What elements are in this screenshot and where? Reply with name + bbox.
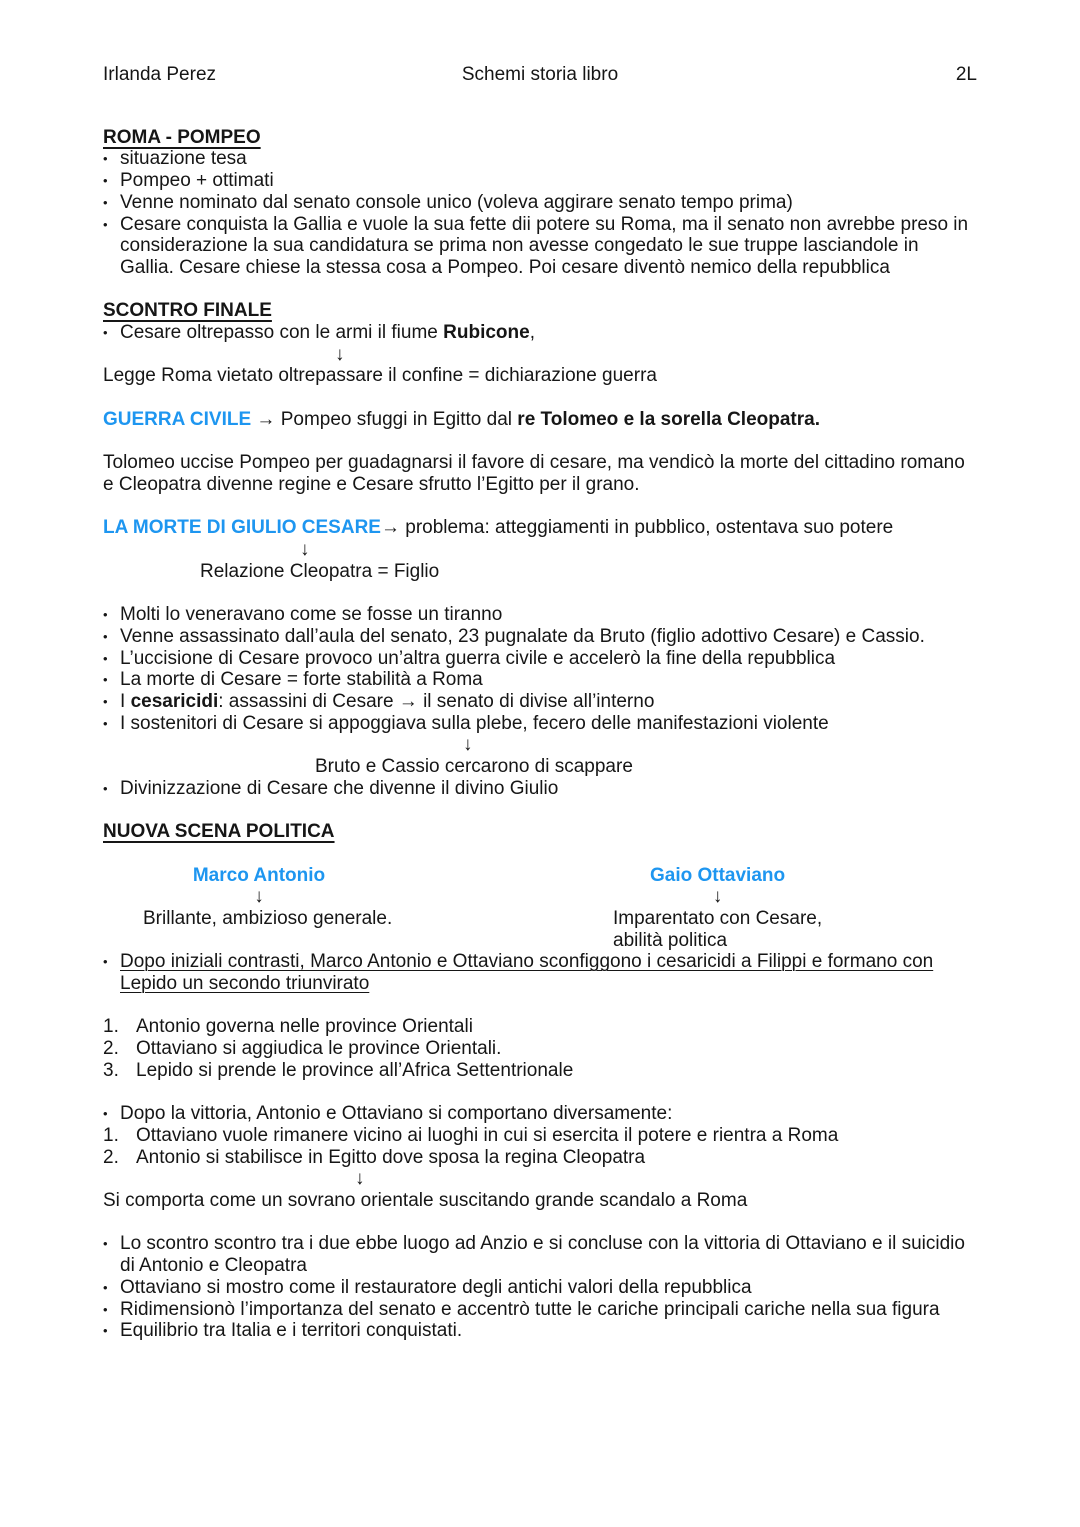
bullet-item xyxy=(103,669,977,691)
bullet-dot-icon: • xyxy=(103,607,108,623)
column-line: Imparentato con Cesare, xyxy=(613,907,823,929)
bullet-dot-icon: • xyxy=(103,173,108,189)
bullet-text xyxy=(120,1233,977,1276)
text-run: Tolomeo uccise Pompeo per guadagnarsi il favore di cesare, ma vendicò la morte del cittadino romano e Cleopatra divenne regine e Cesare sfrutto l’Egitto per il grano. xyxy=(103,452,965,495)
blank-line xyxy=(103,1212,977,1234)
bullet-item xyxy=(103,148,977,170)
bullet-text xyxy=(120,1299,977,1321)
bullet-dot-icon: • xyxy=(103,1301,108,1317)
column xyxy=(143,864,393,930)
text-run: cesaricidi xyxy=(130,690,219,712)
doc-title: Schemi storia libro xyxy=(461,64,619,85)
bullet-item xyxy=(103,778,977,800)
bullet-item xyxy=(103,1103,977,1125)
bullet-item xyxy=(103,604,977,626)
text-run: La morte di Cesare = forte stabilità a Roma xyxy=(120,669,483,691)
numbered-list xyxy=(103,1016,977,1081)
paragraph xyxy=(103,452,977,495)
bullet-item xyxy=(103,691,977,713)
bullet-dot-icon: • xyxy=(103,693,108,709)
columns-row xyxy=(103,865,977,952)
bullet-text xyxy=(120,648,977,670)
bullet-text xyxy=(120,669,977,691)
page-header xyxy=(103,64,977,86)
section-heading: SCONTRO FINALE xyxy=(103,300,272,322)
bullet-text xyxy=(120,322,977,344)
blank-line xyxy=(103,496,977,518)
text-run: Legge Roma vietato oltrepassare il confine = dichiarazione guerra xyxy=(103,365,657,387)
bullet-dot-icon: • xyxy=(103,780,108,796)
numbered-item xyxy=(103,1147,977,1169)
down-arrow-icon: ↓ xyxy=(355,1168,365,1190)
bullet-item xyxy=(103,951,977,994)
bullet-dot-icon: • xyxy=(103,1106,108,1122)
paragraph xyxy=(103,517,977,539)
bullet-item xyxy=(103,214,977,279)
numbered-item xyxy=(103,1038,977,1060)
text-run: Dopo la vittoria, Antonio e Ottaviano si comportano diversamente: xyxy=(120,1103,673,1125)
bullet-dot-icon: • xyxy=(103,954,108,970)
down-arrow-icon: ↓ xyxy=(712,886,723,908)
paragraph xyxy=(103,561,977,583)
bullet-item xyxy=(103,1320,977,1342)
item-number: 1. xyxy=(103,1124,119,1146)
item-number: 2. xyxy=(103,1146,119,1168)
item-text: Antonio si stabilisce in Egitto dove sposa la regina Cleopatra xyxy=(136,1146,646,1168)
paragraph xyxy=(103,409,977,431)
column-line: Brillante, ambizioso generale. xyxy=(143,907,393,929)
blank-line xyxy=(103,1082,977,1104)
item-text: Antonio governa nelle province Orientali xyxy=(136,1016,473,1038)
text-run: Cesare conquista la Gallia e vuole la sua fette dii potere su Roma, ma il senato non avrebbe preso in considerazione la sua candidatura se prima non avesse congedato le sue truppe lasciandole in Gallia. Cesare chiese la stessa cosa a Pompeo. Poi cesare diventò nemico della repubblica xyxy=(120,213,969,278)
page-number: 2L xyxy=(955,64,977,85)
bullet-dot-icon: • xyxy=(103,325,108,341)
accent-text-run: GUERRA CIVILE xyxy=(103,408,252,430)
item-number: 2. xyxy=(103,1038,119,1060)
item-number: 3. xyxy=(103,1059,119,1081)
bullet-text xyxy=(120,148,977,170)
text-run: I xyxy=(120,690,131,712)
text-run: Relazione Cleopatra = Figlio xyxy=(200,560,440,582)
text-run: I sostenitori di Cesare si appoggiava sulla plebe, fecero delle manifestazioni violente xyxy=(120,712,829,734)
text-run: Ridimensionò l’importanza del senato e accentrò tutte le cariche principali cariche nella sua figura xyxy=(120,1298,940,1320)
bullet-dot-icon: • xyxy=(103,1236,108,1252)
text-run: Dopo iniziali contrasti, Marco Antonio e Ottaviano sconfiggono i cesaricidi a Filippi e formano con Lepido un secondo triunvirato xyxy=(120,951,934,995)
column-line: abilità politica xyxy=(613,929,728,951)
item-text: Ottaviano vuole rimanere vicino ai luoghi in cui si esercita il potere e rientra a Roma xyxy=(136,1124,839,1146)
blank-line xyxy=(103,431,977,453)
bullet-dot-icon: • xyxy=(103,1323,108,1339)
numbered-item xyxy=(103,1016,977,1038)
item-text: Ottaviano si aggiudica le province Orientali. xyxy=(136,1038,502,1060)
text-run: Lo scontro scontro tra i due ebbe luogo ad Anzio e si concluse con la vittoria di Ottaviano e il suicidio di Antonio e Cleopatra xyxy=(120,1233,965,1277)
bullet-item xyxy=(103,713,977,735)
bullet-item xyxy=(103,1233,977,1276)
item-number: 1. xyxy=(103,1016,119,1038)
text-run: Equilibrio tra Italia e i territori conquistati. xyxy=(120,1320,463,1342)
bullet-text xyxy=(120,691,977,713)
text-run: situazione tesa xyxy=(120,148,247,170)
text-run: Bruto e Cassio cercarono di scappare xyxy=(315,756,633,778)
bullet-text xyxy=(120,1320,977,1342)
bullet-item xyxy=(103,170,977,192)
text-run: Venne assassinato dall’aula del senato, 23 pugnalate da Bruto (figlio adottivo Cesare) e Cassio. xyxy=(120,625,925,647)
text-run: L’uccisione di Cesare provoco un’altra guerra civile e accelerò la fine della repubblica xyxy=(120,647,836,669)
numbered-item xyxy=(103,1060,977,1082)
blank-line xyxy=(103,995,977,1017)
down-arrow-icon: ↓ xyxy=(300,539,310,560)
bullet-text xyxy=(120,713,977,735)
bullet-dot-icon: • xyxy=(103,650,108,666)
text-run: , xyxy=(529,322,535,344)
bullet-dot-icon: • xyxy=(103,715,108,731)
author-name: Irlanda Perez xyxy=(103,64,217,85)
numbered-list xyxy=(103,1125,977,1168)
section-heading: ROMA - POMPEO xyxy=(103,126,261,148)
bullet-item xyxy=(103,1277,977,1299)
accent-text-run: LA MORTE DI GIULIO CESARE xyxy=(103,517,381,539)
bullet-text xyxy=(120,214,977,279)
column-lines xyxy=(143,907,393,930)
paragraph xyxy=(103,365,977,387)
bullet-dot-icon: • xyxy=(103,1279,108,1295)
down-arrow-icon: ↓ xyxy=(335,343,345,365)
text-run: Si comporta come un sovrano orientale suscitando grande scandalo a Roma xyxy=(103,1190,748,1212)
column-lines xyxy=(613,908,822,951)
bullet-item xyxy=(103,192,977,214)
text-run: re Tolomeo e la sorella Cleopatra. xyxy=(517,408,820,430)
blank-line xyxy=(103,279,977,301)
text-run: Pompeo + ottimati xyxy=(120,170,274,192)
bullet-text xyxy=(120,192,977,214)
bullet-text xyxy=(120,778,977,800)
bullet-dot-icon: • xyxy=(103,216,108,232)
bullet-text xyxy=(120,604,977,626)
bullet-dot-icon: • xyxy=(103,628,108,644)
blank-line xyxy=(103,799,977,821)
text-run: Cesare oltrepasso con le armi il fiume xyxy=(120,322,444,344)
bullet-text xyxy=(120,1103,977,1125)
bullet-dot-icon: • xyxy=(103,194,108,210)
bullet-item xyxy=(103,648,977,670)
blank-line xyxy=(103,387,977,409)
column-title: Marco Antonio xyxy=(192,864,326,886)
bullet-item xyxy=(103,1299,977,1321)
text-run: Venne nominato dal senato console unico (voleva aggirare senato tempo prima) xyxy=(120,191,793,213)
bullet-text xyxy=(120,1277,977,1299)
down-arrow-icon: ↓ xyxy=(463,734,473,756)
bullet-dot-icon: • xyxy=(103,151,108,167)
text-run: Molti lo veneravano come se fosse un tiranno xyxy=(120,604,503,626)
blank-line xyxy=(103,843,977,865)
text-run: : assassini di Cesare → il senato di divise all’interno xyxy=(218,690,655,712)
document-body xyxy=(103,127,977,1342)
numbered-item xyxy=(103,1125,977,1147)
paragraph xyxy=(103,756,977,778)
blank-line xyxy=(103,582,977,604)
bullet-text xyxy=(120,170,977,192)
item-text: Lepido si prende le province all’Africa Settentrionale xyxy=(136,1059,574,1081)
down-arrow-icon: ↓ xyxy=(254,886,264,908)
text-run: → problema: atteggiamenti in pubblico, ostentava suo potere xyxy=(380,517,894,539)
text-run: → Pompeo sfuggi in Egitto dal xyxy=(251,408,518,430)
section-heading: NUOVA SCENA POLITICA xyxy=(103,821,335,843)
bullet-dot-icon: • xyxy=(103,672,108,688)
text-run: Rubicone xyxy=(443,322,530,344)
bullet-text xyxy=(120,626,977,648)
column xyxy=(613,865,822,952)
text-run: Ottaviano si mostro come il restauratore degli antichi valori della repubblica xyxy=(120,1276,752,1298)
bullet-item xyxy=(103,626,977,648)
bullet-text xyxy=(120,951,977,994)
text-run: Divinizzazione di Cesare che divenne il divino Giulio xyxy=(120,777,559,799)
column-title: Gaio Ottaviano xyxy=(649,864,786,886)
paragraph xyxy=(103,1190,977,1212)
bullet-item xyxy=(103,322,977,344)
